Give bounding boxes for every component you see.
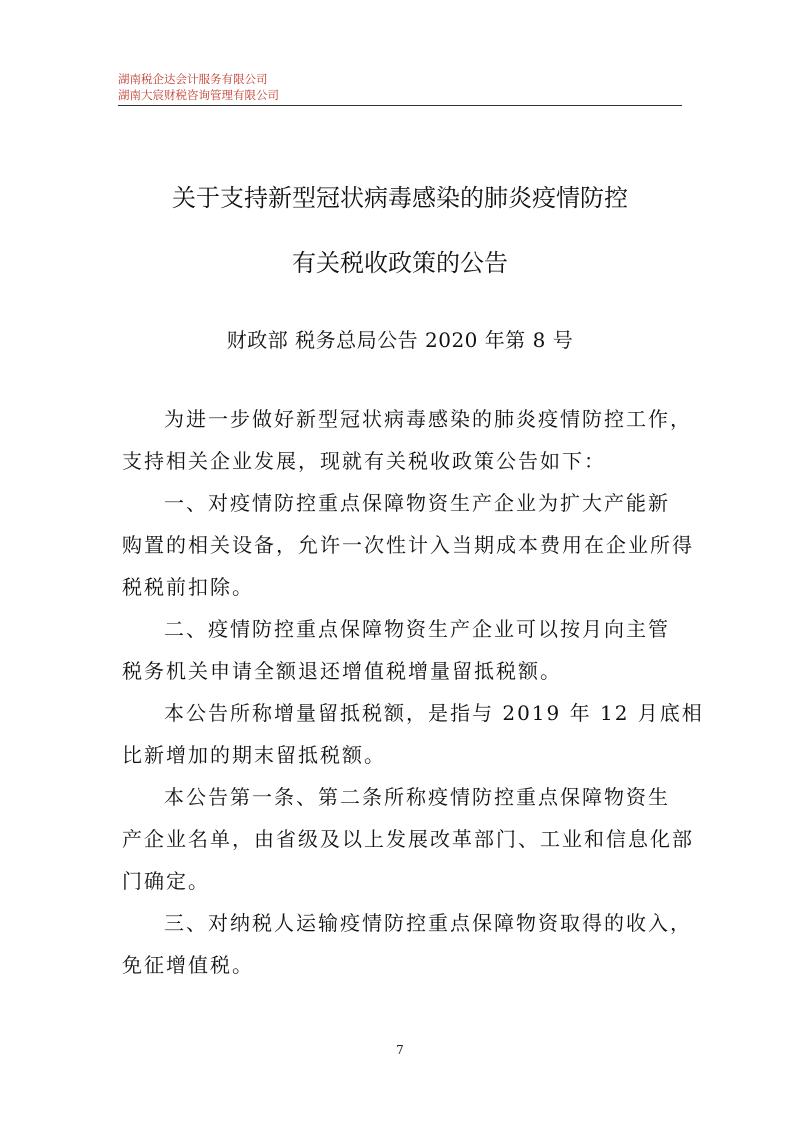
- paragraph-line: 税务机关申请全额退还增值税增量留抵税额。: [122, 659, 562, 683]
- paragraph-line: 为进一步做好新型冠状病毒感染的肺炎疫情防控工作，: [164, 407, 692, 431]
- paragraph-line: 免征增值税。: [122, 953, 254, 977]
- paragraph-line: 三、对纳税人运输疫情防控重点保障物资取得的收入，: [164, 911, 692, 935]
- paragraph-line: 二、疫情防控重点保障物资生产企业可以按月向主管: [164, 617, 670, 641]
- document-title-line-1: 关于支持新型冠状病毒感染的肺炎疫情防控: [172, 184, 628, 212]
- paragraph-line: 门确定。: [122, 869, 210, 893]
- document-title-line-2: 有关税收政策的公告: [292, 249, 508, 277]
- paragraph-list-scope: [122, 776, 694, 902]
- paragraph-line: 本公告所称增量留抵税额，是指与 2019 年 12 月底相: [164, 701, 704, 725]
- paragraph-definition: [122, 692, 704, 776]
- paragraph-intro: [122, 398, 692, 482]
- document-number: 财政部 税务总局公告 2020 年第 8 号: [226, 328, 574, 352]
- paragraph-line: 产企业名单，由省级及以上发展改革部门、工业和信息化部: [122, 827, 694, 851]
- company-name-2: 湖南大宸财税咨询管理有限公司: [118, 88, 279, 102]
- paragraph-line: 购置的相关设备，允许一次性计入当期成本费用在企业所得: [122, 533, 694, 557]
- paragraph-article-2: [122, 608, 682, 692]
- paragraph-article-3: [122, 902, 692, 986]
- paragraph-line: 比新增加的期末留抵税额。: [122, 743, 386, 767]
- paragraph-line: 一、对疫情防控重点保障物资生产企业为扩大产能新: [164, 491, 670, 515]
- paragraph-line: 税税前扣除。: [122, 575, 254, 599]
- paragraph-article-1: [122, 482, 694, 608]
- page-number: 7: [396, 1043, 404, 1057]
- letterhead: [118, 71, 279, 103]
- company-name-1: 湖南税企达会计服务有限公司: [118, 72, 268, 86]
- document-body: [122, 398, 704, 986]
- paragraph-line: 支持相关企业发展，现就有关税收政策公告如下：: [122, 449, 606, 473]
- paragraph-line: 本公告第一条、第二条所称疫情防控重点保障物资生: [164, 785, 670, 809]
- header-divider: [118, 105, 682, 106]
